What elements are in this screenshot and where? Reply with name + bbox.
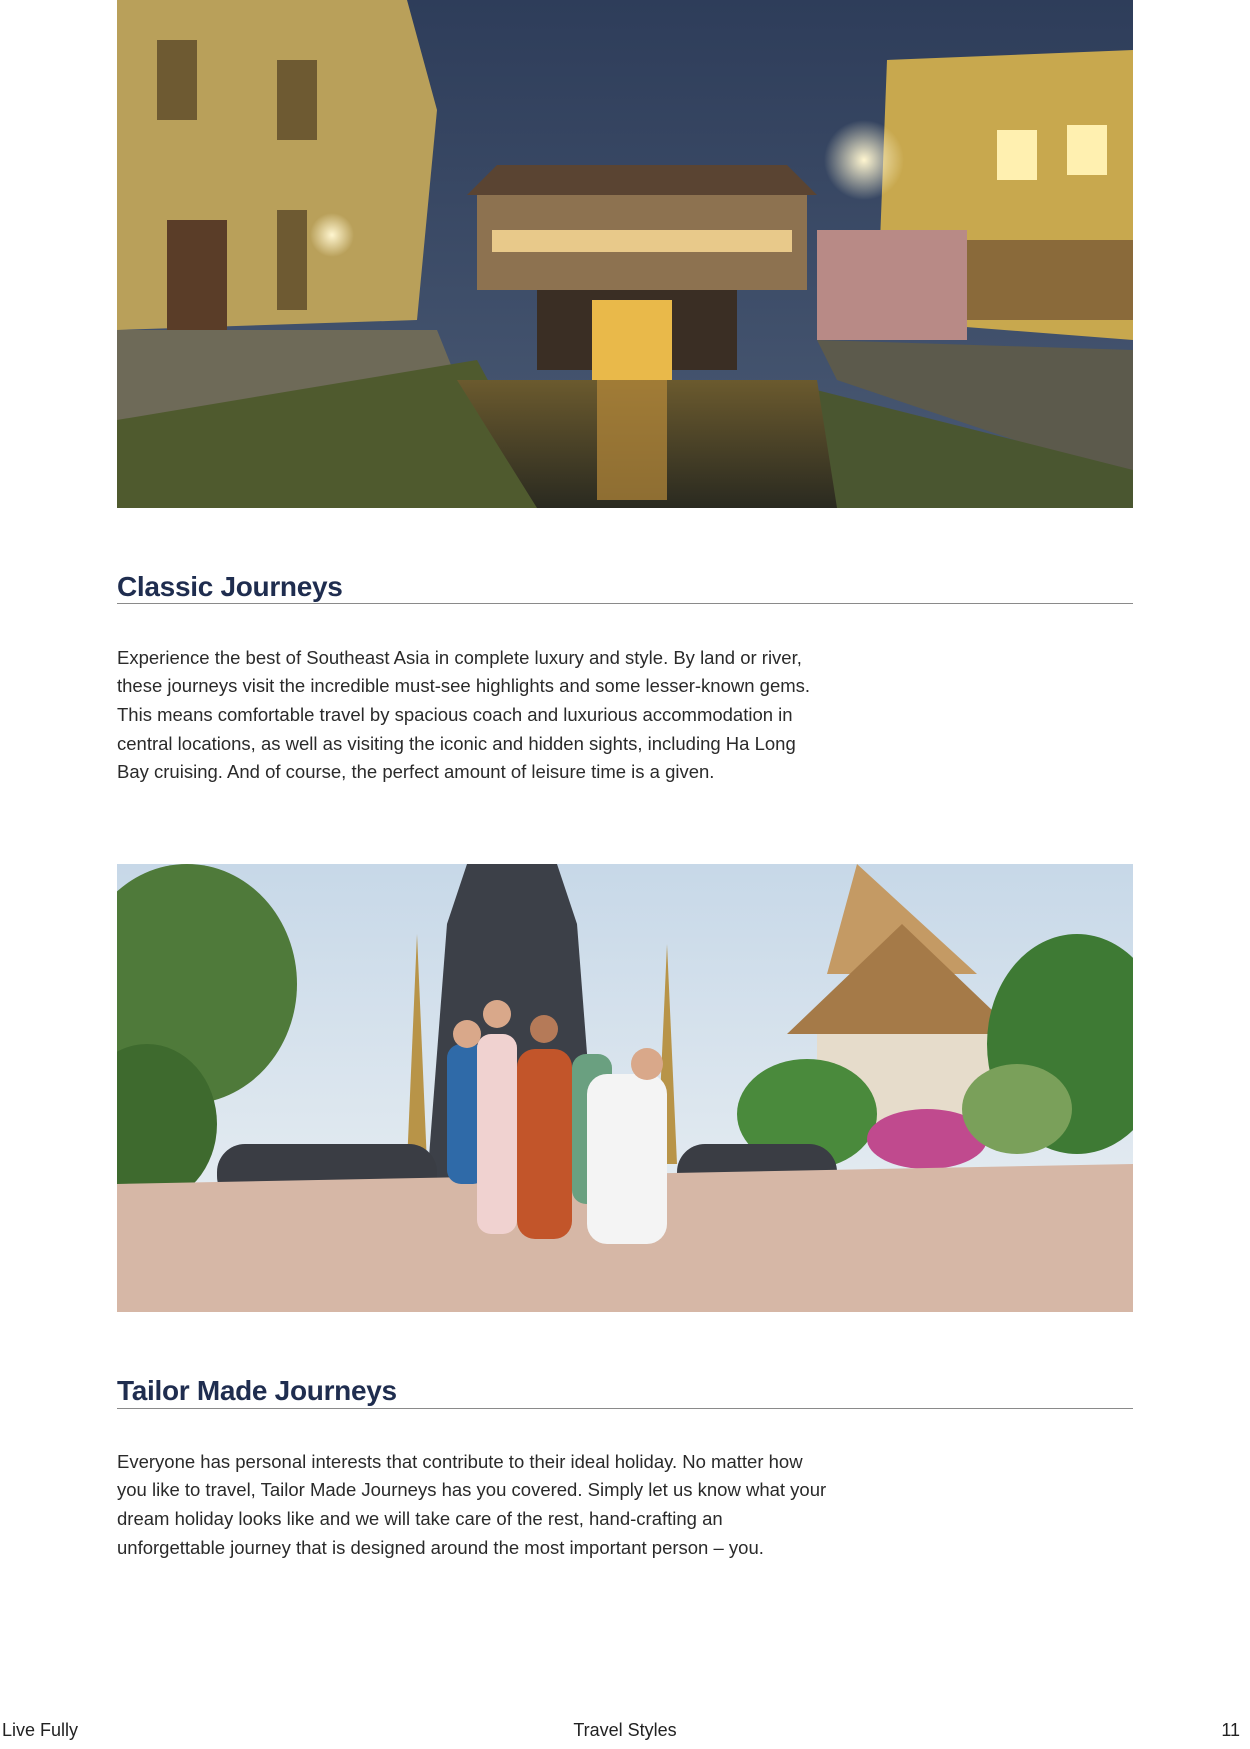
section-body-tailor-made-journeys: Everyone has personal interests that contribute to their ideal holiday. No matter how you like to travel, Tailor Made Journeys has you covered. Simply let us know what your dream holiday looks like and we will take care of the rest, hand-crafting an unforgettable journey that is designed around the most important person – you. — [117, 1450, 827, 1558]
page-number: 11 — [1221, 1720, 1240, 1740]
footer-section-title: Travel Styles — [573, 1720, 677, 1740]
section-heading-classic-journeys: Classic Journeys — [117, 571, 343, 603]
section-body-classic-journeys: Experience the best of Southeast Asia in complete luxury and style. By land or river, these journeys visit the incredible must-see highlights and some lesser-known gems. This means comfortable travel by spacious coach and luxurious accommodation in central locations, as well as visiting the iconic and hidden sights, including Ha Long Bay cruising. And of course, the perfect amount of leisure time is a given. — [117, 646, 811, 783]
section-divider — [117, 603, 1133, 604]
section-heading-tailor-made-journeys: Tailor Made Journeys — [117, 1375, 397, 1407]
bridge-night-photo — [117, 0, 1133, 508]
section-divider — [117, 1408, 1133, 1409]
footer-brand: Live Fully — [2, 1720, 79, 1740]
temple-travelers-photo — [117, 864, 1133, 1312]
